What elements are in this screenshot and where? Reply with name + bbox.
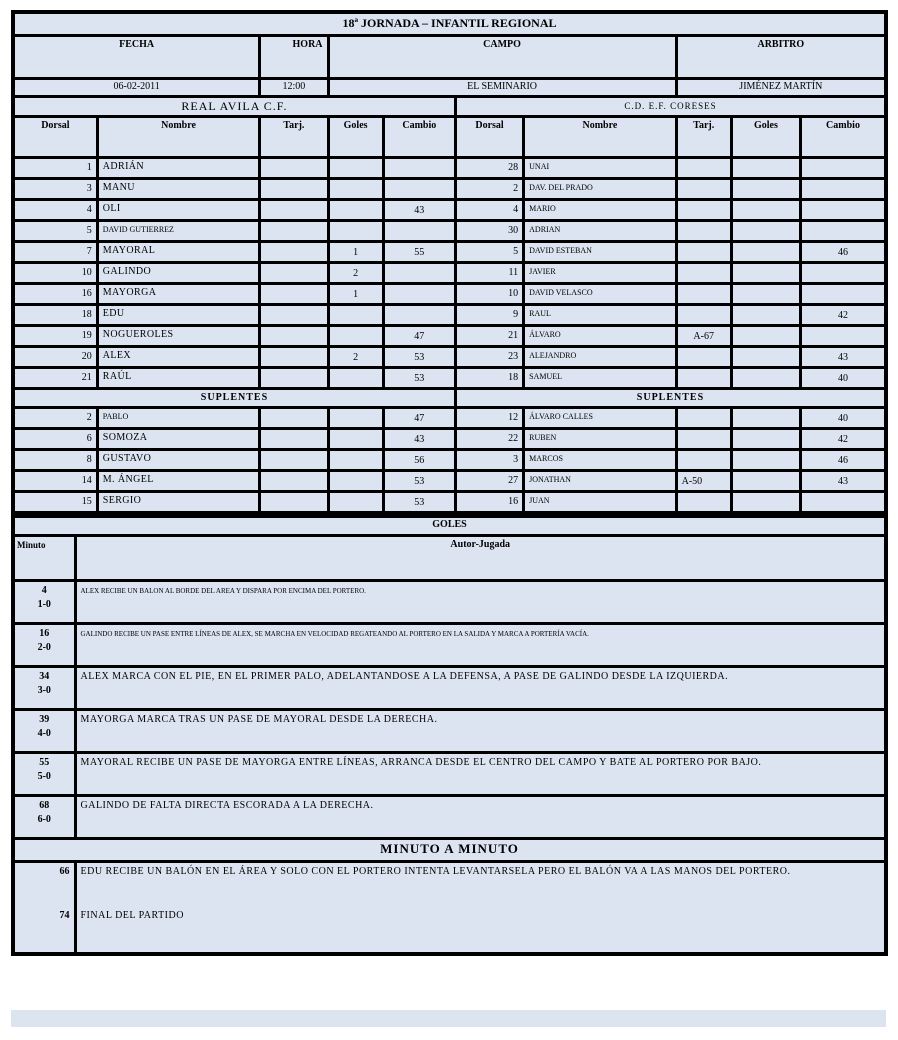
away-dorsal: 30: [455, 221, 523, 242]
home-cambio: [383, 179, 455, 200]
arbitro-label: ARBITRO: [676, 36, 886, 79]
sub-row: [13, 492, 886, 514]
minute-by-minute-heading: MINUTO A MINUTO: [13, 839, 886, 862]
away-goles: [731, 200, 800, 221]
away-cambio: 43: [801, 471, 886, 492]
goal-score: 4-0: [37, 728, 51, 739]
home-team-name: REAL AVILA C.F.: [13, 97, 455, 117]
home-goles: [328, 326, 383, 347]
hora-value: 12:00: [260, 79, 328, 97]
goal-minute: 34: [39, 671, 50, 682]
goal-description: GALINDO DE FALTA DIRECTA ESCORADA A LA DERECHA.: [75, 796, 886, 839]
away-cambio: 40: [801, 368, 886, 389]
goal-minute-score: [13, 710, 75, 753]
home-goles: [328, 158, 383, 179]
home-cambio: 53: [383, 347, 455, 368]
home-dorsal: 8: [13, 450, 97, 471]
home-nombre: ALEX: [97, 347, 260, 368]
player-row: [13, 326, 886, 347]
hora-label: HORA: [260, 36, 328, 79]
home-dorsal: 5: [13, 221, 97, 242]
away-goles: [731, 368, 800, 389]
home-goles: [328, 221, 383, 242]
away-cambio: 40: [801, 408, 886, 429]
player-row: [13, 200, 886, 221]
player-row: [13, 347, 886, 368]
home-dorsal: 14: [13, 471, 97, 492]
home-dorsal: 6: [13, 429, 97, 450]
home-dorsal: 4: [13, 200, 97, 221]
goal-minute: 39: [39, 714, 50, 725]
home-nombre: SERGIO: [97, 492, 260, 514]
away-tarj: [676, 179, 731, 200]
away-goles: [731, 429, 800, 450]
away-nombre: JAVIER: [524, 263, 676, 284]
away-cambio: [801, 200, 886, 221]
away-col-goles: Goles: [731, 117, 800, 158]
home-nombre: NOGUEROLES: [97, 326, 260, 347]
home-dorsal: 16: [13, 284, 97, 305]
away-tarj: [676, 368, 731, 389]
home-nombre: ADRIÁN: [97, 158, 260, 179]
home-nombre: EDU: [97, 305, 260, 326]
home-dorsal: 2: [13, 408, 97, 429]
goal-minute: 68: [39, 800, 50, 811]
goals-col-minuto: Minuto: [13, 536, 75, 581]
home-cambio: 55: [383, 242, 455, 263]
away-dorsal: 2: [455, 179, 523, 200]
away-goles: [731, 179, 800, 200]
away-nombre: DAVID VELASCO: [524, 284, 676, 305]
away-goles: [731, 284, 800, 305]
home-goles: [328, 200, 383, 221]
fecha-label: FECHA: [13, 36, 260, 79]
home-tarj: [260, 492, 328, 514]
home-nombre: PABLO: [97, 408, 260, 429]
home-goles: [328, 471, 383, 492]
home-cambio: [383, 305, 455, 326]
away-nombre: ÁLVARO CALLES: [524, 408, 676, 429]
home-dorsal: 7: [13, 242, 97, 263]
home-cambio: [383, 221, 455, 242]
goal-description: ALEX MARCA CON EL PIE, EN EL PRIMER PALO, ADELANTANDOSE A LA DEFENSA, A PASE DE GALINDO DESDE LA IZQUIERDA.: [75, 667, 886, 710]
away-tarj: A-50: [676, 471, 731, 492]
home-tarj: [260, 200, 328, 221]
home-goles: 2: [328, 347, 383, 368]
home-nombre: GALINDO: [97, 263, 260, 284]
away-cambio: [801, 158, 886, 179]
home-cambio: 56: [383, 450, 455, 471]
goal-description: GALINDO RECIBE UN PASE ENTRE LÍNEAS DE ALEX, SE MARCHA EN VELOCIDAD REGATEANDO AL PORTERO EN LA SALIDA Y MARCA A PORTERÍA VACÍA.: [75, 624, 886, 667]
home-goles: [328, 450, 383, 471]
goal-minute: 16: [39, 628, 50, 639]
away-goles: [731, 408, 800, 429]
away-nombre: RUBEN: [524, 429, 676, 450]
away-nombre: ALEJANDRO: [524, 347, 676, 368]
home-tarj: [260, 347, 328, 368]
goal-score: 5-0: [37, 771, 51, 782]
goal-description: MAYORGA MARCA TRAS UN PASE DE MAYORAL DESDE LA DERECHA.: [75, 710, 886, 753]
home-goles: [328, 408, 383, 429]
home-col-dorsal: Dorsal: [13, 117, 97, 158]
mm-minutes: [13, 862, 75, 955]
goal-score: 3-0: [37, 685, 51, 696]
page-shadow: [11, 1010, 886, 1027]
home-dorsal: 10: [13, 263, 97, 284]
away-tarj: [676, 221, 731, 242]
home-nombre: MAYORGA: [97, 284, 260, 305]
away-cambio: [801, 221, 886, 242]
away-dorsal: 27: [455, 471, 523, 492]
away-nombre: JUAN: [524, 492, 676, 514]
away-cambio: 46: [801, 242, 886, 263]
home-nombre: MANU: [97, 179, 260, 200]
match-report-sheet: [11, 10, 888, 956]
away-col-nombre: Nombre: [524, 117, 676, 158]
away-col-dorsal: Dorsal: [455, 117, 523, 158]
goals-heading: GOLES: [13, 517, 886, 536]
home-col-goles: Goles: [328, 117, 383, 158]
away-tarj: [676, 492, 731, 514]
away-nombre: ÁLVARO: [524, 326, 676, 347]
away-tarj: [676, 347, 731, 368]
away-tarj: [676, 200, 731, 221]
goal-minute-score: [13, 796, 75, 839]
sub-row: [13, 471, 886, 492]
home-cambio: 47: [383, 408, 455, 429]
home-goles: [328, 429, 383, 450]
away-tarj: A-67: [676, 326, 731, 347]
arbitro-value: JIMÉNEZ MARTÍN: [676, 79, 886, 97]
home-nombre: DAVID GUTIERREZ: [97, 221, 260, 242]
away-dorsal: 18: [455, 368, 523, 389]
home-dorsal: 21: [13, 368, 97, 389]
home-cambio: 47: [383, 326, 455, 347]
away-tarj: [676, 263, 731, 284]
away-nombre: RAUL: [524, 305, 676, 326]
away-dorsal: 23: [455, 347, 523, 368]
goal-minute: 55: [39, 757, 50, 768]
mm-minute: 66: [59, 866, 70, 877]
away-team-name: C.D. E.F. CORESES: [455, 97, 886, 117]
away-cambio: [801, 492, 886, 514]
away-nombre: MARIO: [524, 200, 676, 221]
mm-text: EDU RECIBE UN BALÓN EN EL ÁREA Y SOLO CON EL PORTERO INTENTA LEVANTARSELA PERO EL BALÓN VA A LAS MANOS DEL PORTERO.: [80, 866, 791, 877]
away-goles: [731, 326, 800, 347]
home-tarj: [260, 221, 328, 242]
away-tarj: [676, 305, 731, 326]
away-tarj: [676, 450, 731, 471]
goal-minute-score: [13, 753, 75, 796]
home-col-nombre: Nombre: [97, 117, 260, 158]
player-row: [13, 305, 886, 326]
home-col-cambio: Cambio: [383, 117, 455, 158]
away-cambio: [801, 284, 886, 305]
home-goles: [328, 368, 383, 389]
sub-row: [13, 450, 886, 471]
away-cambio: 46: [801, 450, 886, 471]
home-cambio: [383, 263, 455, 284]
away-goles: [731, 305, 800, 326]
sub-row: [13, 429, 886, 450]
goal-minute-score: [13, 581, 75, 624]
home-dorsal: 1: [13, 158, 97, 179]
home-cambio: 53: [383, 471, 455, 492]
home-cambio: 43: [383, 429, 455, 450]
home-tarj: [260, 242, 328, 263]
goal-minute: 4: [41, 585, 47, 596]
home-nombre: OLI: [97, 200, 260, 221]
home-goles: [328, 492, 383, 514]
away-cambio: 42: [801, 429, 886, 450]
goal-row: [13, 624, 886, 667]
away-dorsal: 10: [455, 284, 523, 305]
home-goles: [328, 305, 383, 326]
home-tarj: [260, 368, 328, 389]
home-tarj: [260, 429, 328, 450]
away-tarj: [676, 429, 731, 450]
home-tarj: [260, 450, 328, 471]
home-tarj: [260, 284, 328, 305]
home-nombre: GUSTAVO: [97, 450, 260, 471]
home-dorsal: 19: [13, 326, 97, 347]
away-tarj: [676, 284, 731, 305]
home-goles: 2: [328, 263, 383, 284]
away-dorsal: 3: [455, 450, 523, 471]
match-report-table: [11, 10, 888, 515]
away-nombre: ADRIAN: [524, 221, 676, 242]
away-cambio: 43: [801, 347, 886, 368]
away-tarj: [676, 242, 731, 263]
away-dorsal: 5: [455, 242, 523, 263]
away-goles: [731, 347, 800, 368]
campo-value: EL SEMINARIO: [328, 79, 676, 97]
home-goles: 1: [328, 284, 383, 305]
away-nombre: DAV. DEL PRADO: [524, 179, 676, 200]
home-cambio: 53: [383, 368, 455, 389]
home-cambio: 43: [383, 200, 455, 221]
away-dorsal: 22: [455, 429, 523, 450]
home-tarj: [260, 408, 328, 429]
goal-score: 2-0: [37, 642, 51, 653]
away-dorsal: 16: [455, 492, 523, 514]
away-cambio: [801, 263, 886, 284]
home-cambio: [383, 158, 455, 179]
home-tarj: [260, 305, 328, 326]
player-row: [13, 158, 886, 179]
away-goles: [731, 471, 800, 492]
player-row: [13, 263, 886, 284]
goals-table: [11, 515, 888, 956]
away-cambio: 42: [801, 305, 886, 326]
away-dorsal: 21: [455, 326, 523, 347]
home-tarj: [260, 179, 328, 200]
home-cambio: 53: [383, 492, 455, 514]
away-nombre: MARCOS: [524, 450, 676, 471]
mm-minute: 74: [59, 910, 70, 921]
home-nombre: SOMOZA: [97, 429, 260, 450]
home-dorsal: 18: [13, 305, 97, 326]
away-tarj: [676, 158, 731, 179]
report-title: 18ª JORNADA – INFANTIL REGIONAL: [13, 12, 886, 36]
campo-label: CAMPO: [328, 36, 676, 79]
home-tarj: [260, 158, 328, 179]
away-dorsal: 12: [455, 408, 523, 429]
home-subs-heading: SUPLENTES: [13, 389, 455, 408]
goals-col-autor: Autor-Jugada: [75, 536, 886, 581]
goal-description: ALEX RECIBE UN BALON AL BORDE DEL AREA Y DISPARA POR ENCIMA DEL PORTERO.: [75, 581, 886, 624]
minute-by-minute-row: [13, 862, 886, 955]
home-tarj: [260, 471, 328, 492]
away-nombre: DAVID ESTEBAN: [524, 242, 676, 263]
away-dorsal: 9: [455, 305, 523, 326]
away-cambio: [801, 179, 886, 200]
away-goles: [731, 242, 800, 263]
away-goles: [731, 158, 800, 179]
away-goles: [731, 492, 800, 514]
mm-text: FINAL DEL PARTIDO: [80, 910, 184, 921]
player-row: [13, 221, 886, 242]
home-tarj: [260, 263, 328, 284]
away-goles: [731, 450, 800, 471]
home-dorsal: 3: [13, 179, 97, 200]
home-goles: [328, 179, 383, 200]
goal-description: MAYORAL RECIBE UN PASE DE MAYORGA ENTRE LÍNEAS, ARRANCA DESDE EL CENTRO DEL CAMPO Y BATE AL PORTERO POR BAJO.: [75, 753, 886, 796]
away-goles: [731, 263, 800, 284]
goal-row: [13, 796, 886, 839]
away-col-tarj: Tarj.: [676, 117, 731, 158]
home-goles: 1: [328, 242, 383, 263]
home-nombre: MAYORAL: [97, 242, 260, 263]
player-row: [13, 368, 886, 389]
goal-row: [13, 753, 886, 796]
home-tarj: [260, 326, 328, 347]
mm-descriptions: [75, 862, 886, 955]
away-goles: [731, 221, 800, 242]
goal-minute-score: [13, 667, 75, 710]
away-subs-heading: SUPLENTES: [455, 389, 886, 408]
away-cambio: [801, 326, 886, 347]
home-nombre: M. ÁNGEL: [97, 471, 260, 492]
away-nombre: UNAI: [524, 158, 676, 179]
goal-row: [13, 710, 886, 753]
goal-row: [13, 581, 886, 624]
home-dorsal: 15: [13, 492, 97, 514]
goal-score: 6-0: [37, 814, 51, 825]
player-row: [13, 179, 886, 200]
goal-minute-score: [13, 624, 75, 667]
home-nombre: RAÚL: [97, 368, 260, 389]
home-col-tarj: Tarj.: [260, 117, 328, 158]
fecha-value: 06-02-2011: [13, 79, 260, 97]
away-nombre: SAMUEL: [524, 368, 676, 389]
away-tarj: [676, 408, 731, 429]
away-dorsal: 11: [455, 263, 523, 284]
away-dorsal: 4: [455, 200, 523, 221]
goal-score: 1-0: [37, 599, 51, 610]
away-nombre: JONATHAN: [524, 471, 676, 492]
player-row: [13, 284, 886, 305]
away-col-cambio: Cambio: [801, 117, 886, 158]
away-dorsal: 28: [455, 158, 523, 179]
player-row: [13, 242, 886, 263]
sub-row: [13, 408, 886, 429]
goal-row: [13, 667, 886, 710]
home-cambio: [383, 284, 455, 305]
home-dorsal: 20: [13, 347, 97, 368]
